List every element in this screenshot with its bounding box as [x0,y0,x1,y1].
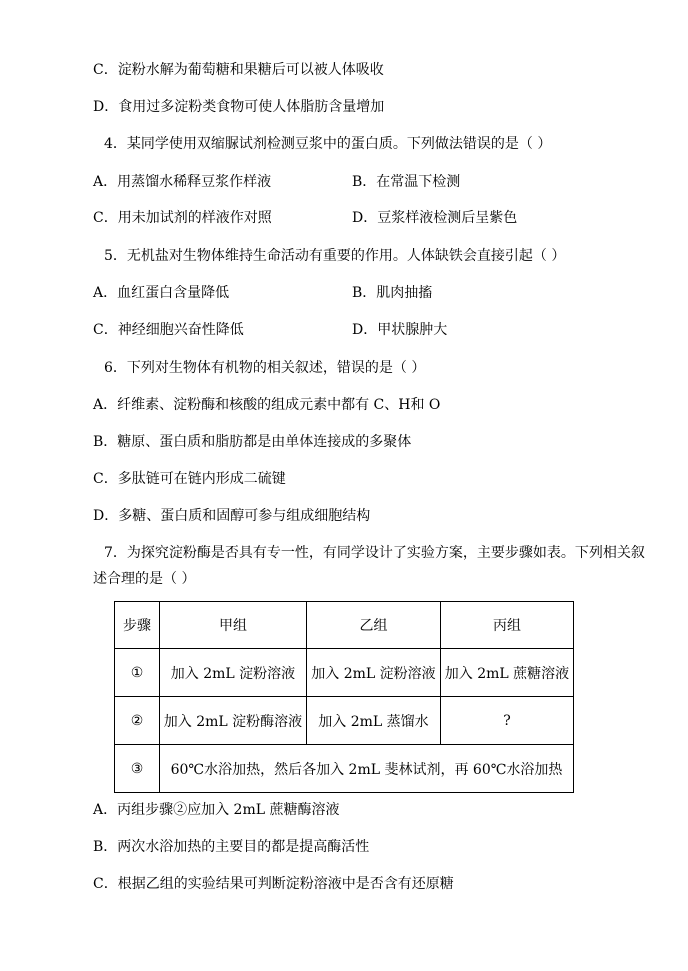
step-number: ③ [115,745,160,793]
table-row [115,649,574,697]
header-group-jia: 甲组 [160,602,307,649]
header-group-bing: 丙组 [441,602,574,649]
table-header-row [115,602,574,649]
question-5: 5．无机盐对生物体维持生命活动有重要的作用。人体缺铁会直接引起（ ） [104,248,566,264]
q6-option-b: B．糖原、蛋白质和脂肪都是由单体连接成的多聚体 [93,434,412,450]
q4-option-a: A．用蒸馏水稀释豆浆作样液 [93,174,272,190]
table-cell: 加入 2mL 淀粉酶溶液 [160,697,307,745]
table-cell: 加入 2mL 蔗糖溶液 [441,649,574,697]
question-4: 4．某同学使用双缩脲试剂检测豆浆中的蛋白质。下列做法错误的是（ ） [104,136,552,152]
table-row [115,697,574,745]
table-cell-unknown: ? [441,697,574,745]
header-step: 步骤 [115,602,160,649]
q6-option-c: C．多肽链可在链内形成二硫键 [93,471,286,487]
q3-option-c: C．淀粉水解为葡萄糖和果糖后可以被人体吸收 [93,62,384,78]
q7-option-c: C．根据乙组的实验结果可判断淀粉溶液中是否含有还原糖 [93,876,454,892]
table-cell: 加入 2mL 淀粉溶液 [307,649,441,697]
question-7-line-1: 7．为探究淀粉酶是否具有专一性，有同学设计了实验方案，主要步骤如表。下列相关叙 [104,545,645,561]
table-cell-merged: 60℃水浴加热，然后各加入 2mL 斐林试剂，再 60℃水浴加热 [160,745,574,793]
q4-option-d: D．豆浆样液检测后呈紫色 [352,210,518,226]
header-group-yi: 乙组 [307,602,441,649]
q6-option-d: D．多糖、蛋白质和固醇可参与组成细胞结构 [93,508,371,524]
step-number: ② [115,697,160,745]
q5-option-b: B．肌肉抽搐 [352,285,433,301]
table-cell: 加入 2mL 蒸馏水 [307,697,441,745]
q6-option-a: A．纤维素、淀粉酶和核酸的组成元素中都有 C、H和 O [93,397,441,413]
q4-option-c: C．用未加试剂的样液作对照 [93,210,272,226]
q7-option-b: B．两次水浴加热的主要目的都是提高酶活性 [93,839,370,855]
q5-option-d: D．甲状腺肿大 [352,322,448,338]
q4-option-b: B．在常温下检测 [352,174,461,190]
question-6: 6．下列对生物体有机物的相关叙述，错误的是（ ） [104,360,426,376]
step-number: ① [115,649,160,697]
q7-option-a: A．丙组步骤②应加入 2mL 蔗糖酶溶液 [93,802,340,818]
table-cell: 加入 2mL 淀粉溶液 [160,649,307,697]
table-row [115,745,574,793]
experiment-steps-table [114,601,574,793]
q5-option-c: C．神经细胞兴奋性降低 [93,322,244,338]
q3-option-d: D．食用过多淀粉类食物可使人体脂肪含量增加 [93,99,385,115]
question-7-line-2: 述合理的是（ ） [93,571,196,587]
q5-option-a: A．血红蛋白含量降低 [93,285,230,301]
